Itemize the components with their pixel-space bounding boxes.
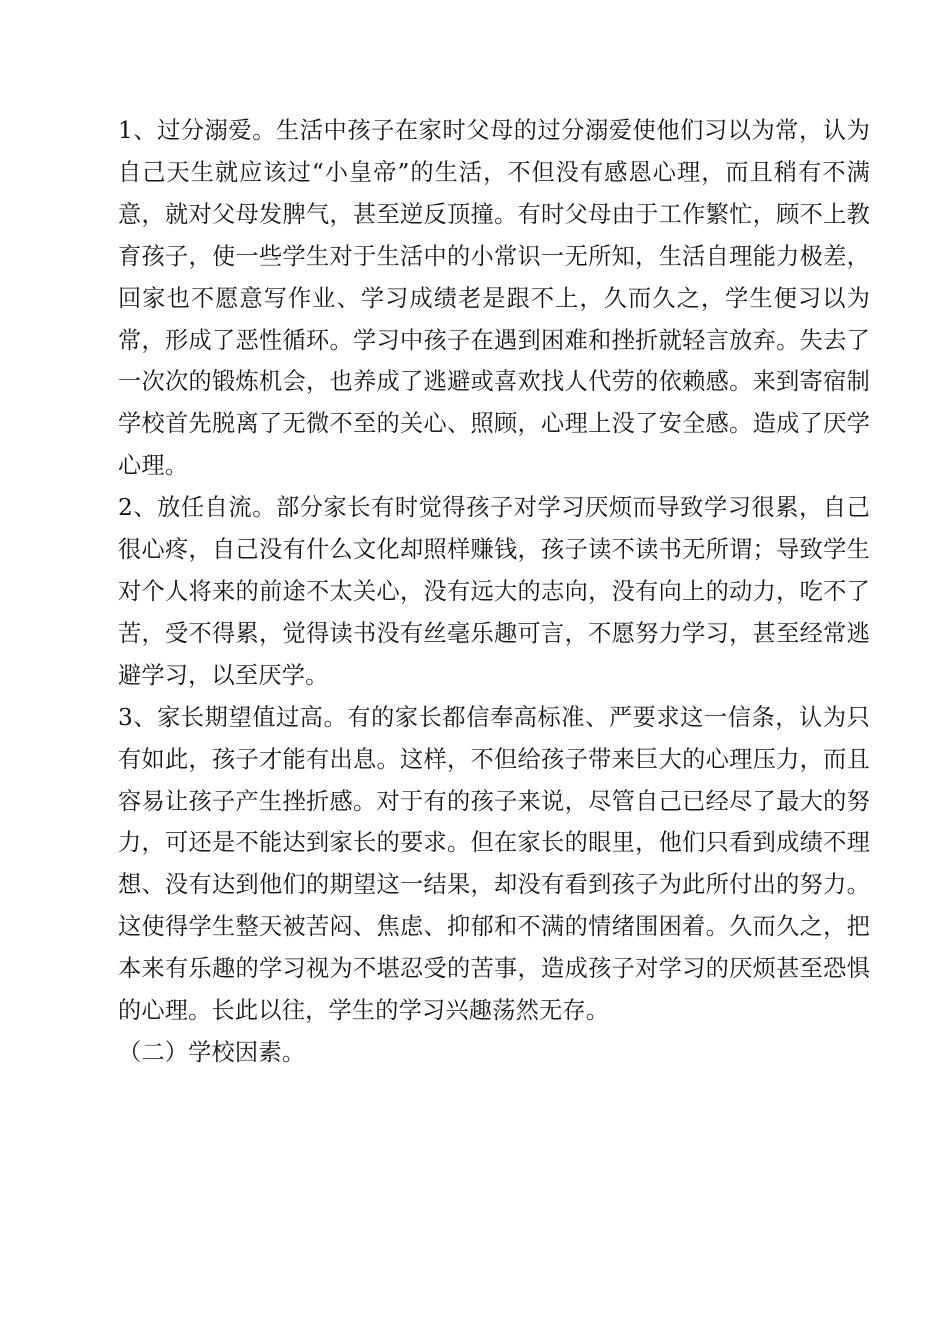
paragraph-overindulgence: 1、过分溺爱。生活中孩子在家时父母的过分溺爱使他们习以为常，认为自己天生就应该过“小皇帝”的生活，不但没有感恩心理，而且稍有不满意，就对父母发脾气，甚至逆反顶撞。有时父母由于工作繁忙，顾不上教育孩子，使一些学生对于生活中的小常识一无所知，生活自理能力极差，回家也不愿意写作业、学习成绩老是跟不上，久而久之，学生便习以为常，形成了恶性循环。学习中孩子在遇到困难和挫折就轻言放弃。失去了一次次的锻炼机会，也养成了逃避或喜欢找人代劳的依赖感。来到寄宿制学校首先脱离了无微不至的关心、照顾，心理上没了安全感。造成了厌学心理。: [118, 117, 870, 480]
paragraph-laissez-faire: 2、放任自流。部分家长有时觉得孩子对学习厌烦而导致学习很累，自己很心疼，自己没有什么文化却照样赚钱，孩子读不读书无所谓；导致学生对个人将来的前途不太关心，没有远大的志向，没有向上的动力，吃不了苦，受不得累，觉得读书没有丝毫乐趣可言，不愿努力学习，甚至经常逃避学习，以至厌学。: [118, 494, 870, 689]
document-body: [118, 110, 870, 1074]
paragraph-high-expectations: 3、家长期望值过高。有的家长都信奉高标准、严要求这一信条，认为只有如此，孩子才能有出息。这样，不但给孩子带来巨大的心理压力，而且容易让孩子产生挫折感。对于有的孩子来说，尽管自己已经尽了最大的努力，可还是不能达到家长的要求。但在家长的眼里，他们只看到成绩不理想、没有达到他们的期望这一结果，却没有看到孩子为此所付出的努力。这使得学生整天被苦闷、焦虑、抑郁和不满的情绪围困着。久而久之，把本来有乐趣的学习视为不堪忍受的苦事，造成孩子对学习的厌烦甚至恐惧的心理。长此以往，学生的学习兴趣荡然无存。: [118, 703, 870, 1025]
section-heading-school-factors: （二）学校因素。: [118, 1038, 306, 1066]
